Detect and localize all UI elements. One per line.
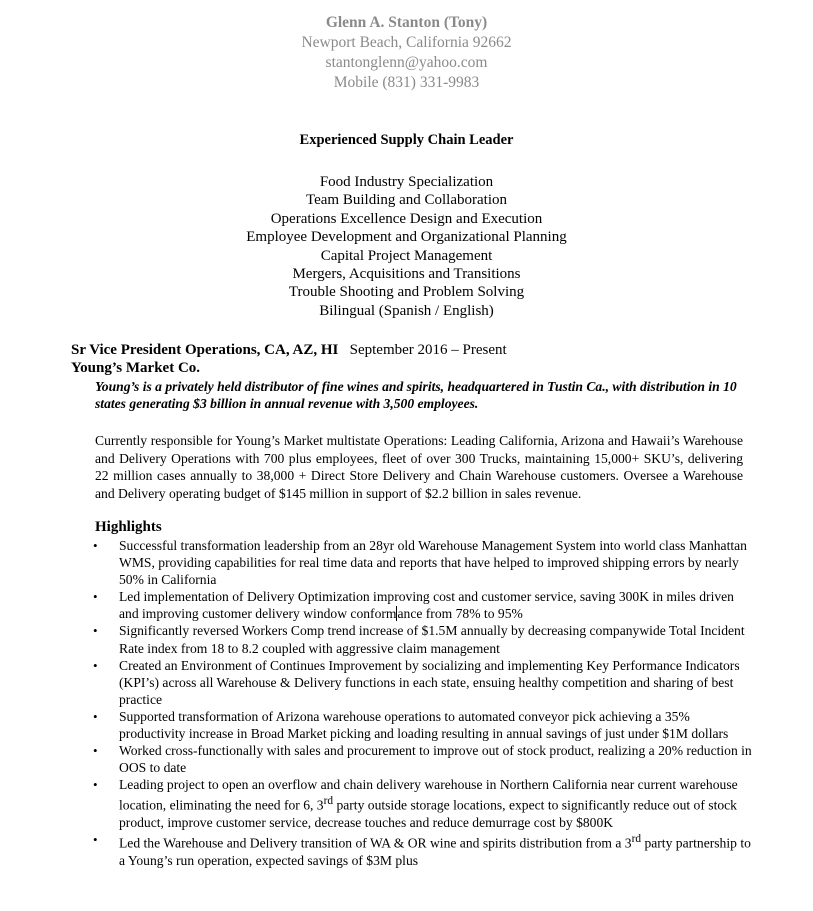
highlight-item: [95, 708, 755, 742]
bullet-icon: •: [93, 657, 98, 673]
highlight-text: ance from 78% to 95%: [397, 606, 523, 622]
resume-header: [0, 13, 813, 93]
bullet-icon: •: [93, 708, 98, 724]
bullet-icon: •: [93, 538, 98, 553]
skill-item: Food Industry Specialization: [319, 174, 494, 190]
highlight-text: Significantly reversed Workers Comp trend increase of $1.5M annually by decreasing companywide Total Incident Rate index from 18 to 8.2 coupled with aggressive claim management: [119, 623, 745, 656]
bullet-icon: •: [93, 743, 98, 759]
highlight-item: [95, 588, 755, 622]
highlight-text: Created an Environment of Continues Improvement by socializing and implementing Key Performance Indicators (KPI’s) across all Warehouse & Delivery functions in each state, ensuing healthy competition and sharing of best practice: [119, 657, 740, 707]
job-heading: [71, 341, 507, 359]
candidate-name: Glenn A. Stanton (Tony): [325, 14, 488, 31]
superscript: rd: [631, 833, 642, 846]
candidate-phone: Mobile (831) 331-9983: [333, 74, 480, 91]
bullet-icon: •: [93, 623, 98, 639]
highlight-text: party outside storage locations, expect to significantly reduce out of stock product, improve customer service, decrease touches and reduce demurrage cost by $800K: [119, 797, 737, 831]
skill-item: Mergers, Acquisitions and Transitions: [292, 266, 521, 283]
highlight-item: [95, 657, 755, 708]
highlight-text: party partnership to a Young’s run operation, expected savings of $3M plus: [119, 835, 751, 868]
bullet-icon: •: [93, 589, 98, 605]
skill-item: Team Building and Collaboration: [306, 192, 507, 209]
highlight-item: [95, 622, 755, 656]
bullet-icon: •: [93, 777, 98, 793]
candidate-email: stantonglenn@yahoo.com: [325, 54, 488, 71]
highlight-text: Supported transformation of Arizona warehouse operations to automated conveyor pick achieving a 35% productivity increase in Broad Market picking and loading resulting in annual savings of just under $1M dollars: [119, 708, 729, 742]
candidate-location: Newport Beach, California 92662: [301, 34, 512, 51]
highlight-text: Successful transformation leadership from an 28yr old Warehouse Management System into world class Manhattan WMS, providing capabilities for real time data and reports that have helped to improved shipping errors by nearly 50% in California: [119, 538, 747, 588]
skill-item: Employee Development and Organizational Planning: [246, 229, 567, 246]
highlight-text: Led the Warehouse and Delivery transition of WA & OR wine and spirits distribution from a 3: [119, 835, 632, 851]
highlight-item: [95, 537, 755, 588]
job-dates: September 2016 – Present: [349, 342, 507, 358]
bullet-icon: •: [93, 832, 98, 848]
company-name: Young’s Market Co.: [71, 360, 201, 376]
skill-item: Capital Project Management: [320, 247, 493, 264]
skill-item: Operations Excellence Design and Execution: [270, 210, 543, 227]
skill-item: Bilingual (Spanish / English): [319, 302, 494, 319]
highlight-item: [95, 742, 755, 776]
highlights-title: Highlights: [95, 519, 162, 535]
skill-item: Trouble Shooting and Problem Solving: [288, 284, 525, 301]
highlight-item: [95, 776, 755, 831]
job-title: Sr Vice President Operations, CA, AZ, HI: [71, 342, 339, 358]
highlight-item: [95, 831, 755, 869]
superscript: rd: [323, 795, 334, 808]
highlights-list: [95, 537, 755, 869]
company-description: Young’s is a privately held distributor of fine wines and spirits, headquartered in Tustin Ca., with distribution in 10 states generating $3 billion in annual revenue with 3,500 employees.: [95, 379, 737, 411]
skills-list: [0, 173, 813, 320]
highlight-text: Worked cross-functionally with sales and procurement to improve out of stock product, realizing a 20% reduction in OOS to date: [119, 743, 752, 776]
highlight-text: Led implementation of Delivery Optimization improving cost and customer service, saving 300K in miles driven and improving customer delivery window conform: [119, 589, 734, 622]
highlight-text: Leading project to open an overflow and chain delivery warehouse in Northern California near current warehouse location, eliminating the need for 6, 3: [119, 777, 738, 813]
responsibility-paragraph: Currently responsible for Young’s Market multistate Operations: Leading California, Arizona and Hawaii’s Warehouse and Delivery Operations with 700 plus employees, fleet of over 300 Trucks, maintaining 15,000+ SKU’s, delivering 22 million cases annually to 38,000 + Direct Store Delivery and Chain Warehouse customers. Oversee a Warehouse and Delivery operating budget of $145 million in support of $2.2 billion in sales revenue.: [95, 433, 743, 501]
summary-title: Experienced Supply Chain Leader: [299, 132, 514, 148]
